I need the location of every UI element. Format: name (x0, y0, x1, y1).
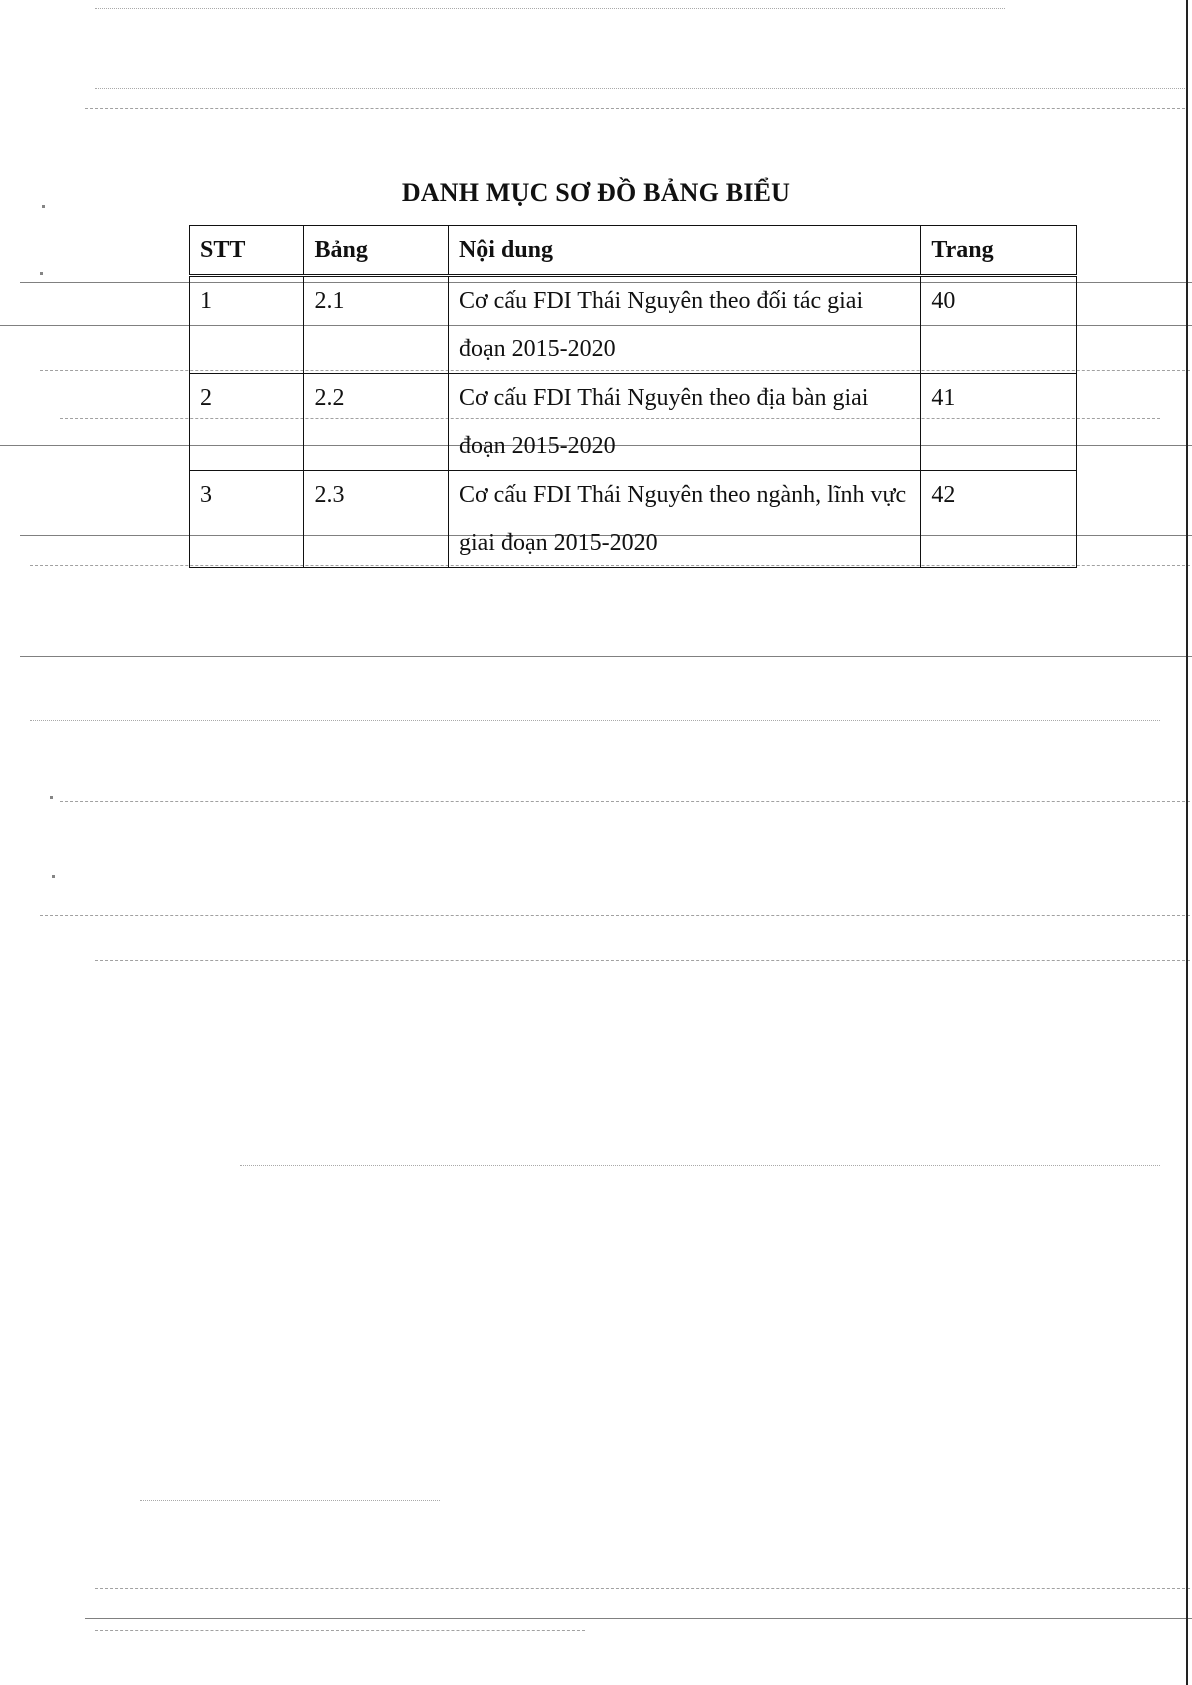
cell-trang: 40 (921, 276, 1077, 374)
scan-line (30, 720, 1160, 721)
scan-line (40, 915, 1190, 916)
cell-trang: 41 (921, 374, 1077, 471)
table-body (190, 276, 1077, 568)
cell-noi-dung: Cơ cấu FDI Thái Nguyên theo địa bàn giai đoạn 2015-2020 (448, 374, 920, 471)
header-noi-dung: Nội dung (448, 226, 920, 276)
cell-stt: 1 (190, 276, 304, 374)
cell-noi-dung: Cơ cấu FDI Thái Nguyên theo ngành, lĩnh vực giai đoạn 2015-2020 (448, 471, 920, 568)
scan-line (95, 8, 1005, 9)
page-title: DANH MỤC SƠ ĐỒ BẢNG BIỂU (401, 178, 791, 207)
scan-line (20, 656, 1192, 657)
cell-bang: 2.1 (304, 276, 448, 374)
cell-bang: 2.2 (304, 374, 448, 471)
cell-stt: 3 (190, 471, 304, 568)
scan-line (85, 1618, 1192, 1619)
table-list (189, 225, 1077, 568)
scan-line (95, 88, 1185, 89)
scan-line (95, 960, 1190, 961)
scan-line (60, 801, 1190, 802)
scan-line (140, 1500, 440, 1501)
scan-speck (40, 272, 43, 275)
table-header-row (190, 226, 1077, 276)
scan-speck (50, 796, 53, 799)
scan-line (240, 1165, 1160, 1166)
cell-bang: 2.3 (304, 471, 448, 568)
cell-trang: 42 (921, 471, 1077, 568)
header-bang: Bảng (304, 226, 448, 276)
scan-line (95, 1630, 585, 1631)
scan-line (95, 1588, 1190, 1589)
table-row (190, 374, 1077, 471)
scan-line (85, 108, 1185, 109)
scan-speck (52, 875, 55, 878)
cell-noi-dung: Cơ cấu FDI Thái Nguyên theo đối tác giai đoạn 2015-2020 (448, 276, 920, 374)
header-trang: Trang (921, 226, 1077, 276)
table-row (190, 471, 1077, 568)
header-stt: STT (190, 226, 304, 276)
cell-stt: 2 (190, 374, 304, 471)
table-header (190, 226, 1077, 276)
scan-edge (1186, 0, 1188, 1685)
table-row (190, 276, 1077, 374)
